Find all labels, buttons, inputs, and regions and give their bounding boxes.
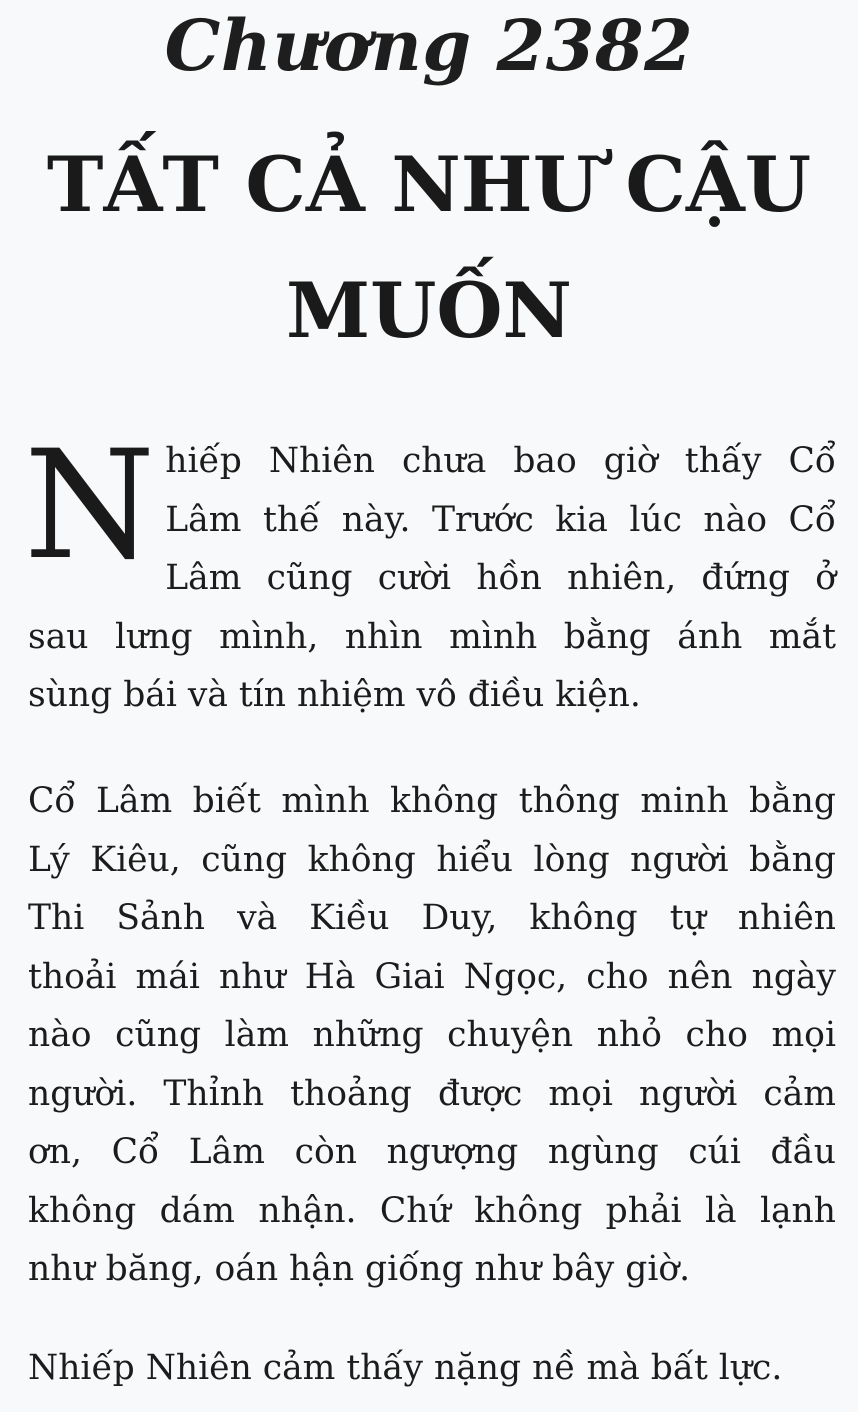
chapter-number: Chương 2382: [164, 4, 694, 87]
paragraph-2: [28, 772, 836, 1299]
chapter-title: [0, 122, 858, 374]
paragraph-2-line: Thi Sảnh và Kiều Duy, không tự nhiên: [28, 898, 836, 938]
paragraph-2-line: Cổ Lâm biết mình không thông minh bằng: [28, 781, 836, 821]
paragraph-1-line: Lâm thế này. Trước kia lúc nào Cổ: [165, 499, 836, 540]
paragraph-1: [24, 419, 836, 724]
paragraph-2-line: Lý Kiêu, cũng không hiểu lòng người bằng: [28, 839, 836, 880]
paragraph-2-line: không dám nhận. Chứ không phải là lạnh: [28, 1190, 836, 1231]
chapter-title-line-1: TẤT CẢ NHƯ CẬU: [46, 140, 812, 229]
paragraph-3: Nhiếp Nhiên cảm thấy nặng nề mà bất lực.: [28, 1347, 783, 1388]
paragraph-1-line: Lâm cũng cười hồn nhiên, đứng ở: [165, 558, 836, 598]
paragraph-1-line: sùng bái và tín nhiệm vô điều kiện.: [28, 675, 641, 715]
paragraph-2-line: như băng, oán hận giống như bây giờ.: [28, 1249, 691, 1289]
paragraph-1-line: hiếp Nhiên chưa bao giờ thấy Cổ: [165, 441, 836, 481]
drop-cap: N: [24, 419, 156, 593]
chapter-body: [24, 419, 836, 1397]
paragraph-1-line: sau lưng mình, nhìn mình bằng ánh mắt: [28, 616, 836, 657]
paragraph-2-line: ơn, Cổ Lâm còn ngượng ngùng cúi đầu: [28, 1132, 836, 1172]
chapter-title-line-2: MUỐN: [285, 266, 573, 355]
paragraph-2-line: thoải mái như Hà Giai Ngọc, cho nên ngày: [28, 956, 836, 997]
paragraph-2-line: người. Thỉnh thoảng được mọi người cảm: [28, 1073, 836, 1114]
paragraph-2-line: nào cũng làm những chuyện nhỏ cho mọi: [28, 1015, 836, 1055]
